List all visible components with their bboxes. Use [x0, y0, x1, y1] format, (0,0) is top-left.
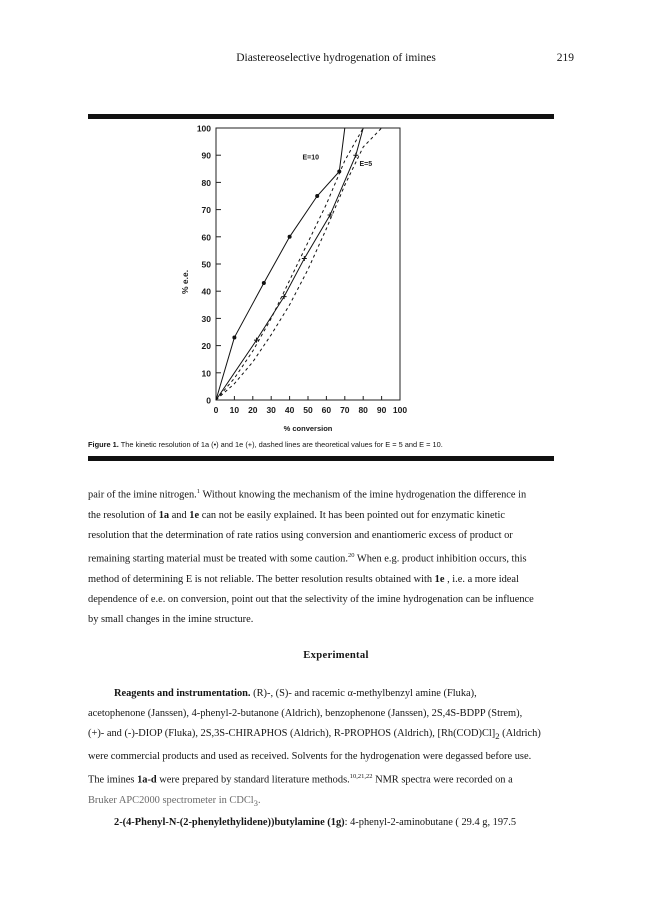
data-point [315, 194, 319, 198]
data-point [353, 153, 358, 158]
x-tick-label: 70 [340, 405, 350, 415]
figure-caption-text: The kinetic resolution of 1a (•) and 1e (+), dashed lines are theoretical values for E = 5 and E = 10. [120, 440, 443, 449]
series-line-1 [216, 128, 345, 400]
annotation-e10: E=10 [302, 154, 320, 162]
kinetic-resolution-chart [170, 120, 420, 435]
y-tick-label: 80 [201, 177, 211, 188]
x-tick-label: 40 [284, 405, 295, 415]
running-header [0, 52, 672, 68]
text-line: 2-(4-Phenyl-N-(2-phenylethylidene))butylamine (1g): 4-phenyl-2-aminobutane ( 29.4 g, 197.5 [114, 816, 517, 828]
y-tick-label: 100 [196, 123, 211, 134]
text-line: dependence of e.e. on conversion, point out that the selectivity of the imine hydrogenation can be influence [88, 593, 534, 605]
data-point [288, 235, 292, 239]
y-tick-label: 20 [201, 341, 211, 352]
x-tick-label: 100 [392, 405, 408, 415]
text-line: by small changes in the imine structure. [88, 614, 254, 626]
y-tick-label: 10 [201, 368, 211, 379]
x-axis-label: % conversion [283, 424, 333, 433]
text-line: method of determining E is not reliable. The better resolution results obtained with 1e , i.e. a more ideal [88, 573, 519, 585]
x-tick-label: 0 [213, 405, 219, 415]
data-point [262, 281, 266, 285]
x-tick-label: 90 [376, 405, 387, 415]
y-tick-label: 70 [201, 205, 211, 216]
x-tick-label: 30 [266, 405, 276, 415]
x-tick-label: 80 [358, 405, 368, 415]
running-title: Diastereoselective hydrogenation of imines [236, 52, 436, 64]
series-line-2 [216, 128, 363, 400]
y-tick-label: 50 [201, 259, 211, 270]
data-point [232, 335, 236, 339]
text-line: acetophenone (Janssen), 4-phenyl-2-butanone (Aldrich), benzophenone (Janssen), 2S,4S-BDPP (Strem), [88, 708, 523, 720]
x-tick-label: 60 [321, 405, 332, 415]
text-line: remaining starting material must be treated with some caution.$^{20}$ When e.g. product inhibition occurs, this [88, 552, 527, 565]
figure-top-rule [88, 114, 554, 119]
y-tick-label: 0 [206, 395, 211, 406]
y-tick-label: 90 [201, 150, 211, 161]
series-line-4 [216, 128, 382, 400]
text-line: Reagents and instrumentation. (R)-, (S)- and racemic α-methylbenzyl amine (Fluka), [114, 688, 477, 699]
y-axis-label: % e.e. [180, 269, 190, 295]
y-tick-label: 30 [201, 313, 211, 324]
text-line: (+)- and (-)-DIOP (Fluka), 2S,3S-CHIRAPHOS (Aldrich), R-PROPHOS (Aldrich), $[Rh(COD)Cl]_2$ (Aldrich) [88, 728, 541, 742]
y-tick-label: 60 [201, 232, 211, 243]
text-line: Bruker APC2000 spectrometer in CDCl$_3$. [88, 794, 261, 808]
experimental-paragraph [88, 684, 558, 833]
text-line: were commercial products and used as received. Solvents for the hydrogenation were degassed before use. [88, 750, 532, 762]
y-tick-label: 40 [201, 286, 211, 297]
section-heading-experimental: Experimental [303, 650, 369, 661]
series-line-3 [216, 128, 363, 400]
figure-caption-label: Figure 1. [88, 440, 119, 449]
data-point [302, 256, 307, 261]
data-point [282, 294, 287, 299]
text-line: resolution that the determination of rate ratios using conversion and enantiomeric excess of product or [88, 529, 513, 541]
x-tick-label: 50 [303, 405, 313, 415]
text-line: the resolution of 1a and 1e can not be easily explained. It has been pointed out for enzymatic kinetic [88, 509, 505, 521]
text-line: The imines 1a-d were prepared by standard literature methods.$^{10,21,22}$ NMR spectra were recorded on a [88, 772, 513, 786]
figure-caption [88, 440, 554, 449]
annotation-e5: E=5 [359, 161, 373, 169]
x-tick-label: 20 [248, 405, 258, 415]
text-line: pair of the imine nitrogen.$^1$ Without knowing the mechanism of the imine hydrogenation the difference in [88, 488, 527, 501]
discussion-paragraph [88, 482, 558, 630]
page-number: 219 [556, 52, 574, 64]
x-tick-label: 10 [229, 405, 240, 415]
figure-bottom-rule [88, 456, 554, 461]
